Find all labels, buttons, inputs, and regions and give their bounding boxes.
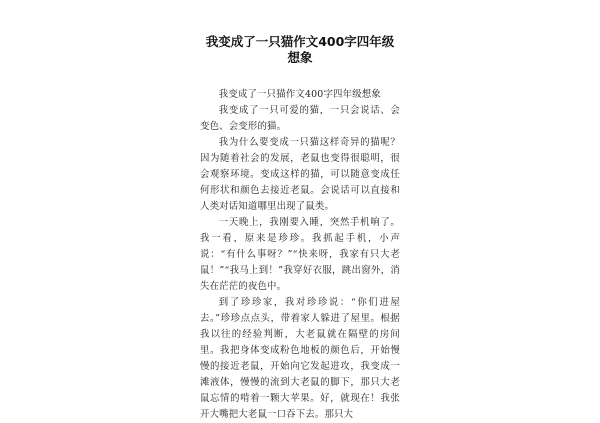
document-body (200, 87, 400, 423)
paragraph: 我变成了一只可爱的猫，一只会说话、会变色、会变形的猫。 (200, 105, 400, 132)
paragraph: 我为什么要变成一只猫这样奇异的猫呢？因为随着社会的发展，老鼠也变得很聪明，很会观察环境。变成这样的猫，可以随意变成任何形状和颜色去接近老鼠。会说话可以直接和人类对话知道哪里出现了鼠类。 (200, 137, 400, 212)
document-page (200, 34, 400, 420)
paragraph-subtitle: 我变成了一只猫作文400字四年级想象 (218, 89, 381, 100)
paragraph: 一天晚上，我刚要入睡，突然手机响了。我一看，原来是珍珍。我抓起手机，小声说：“有什么事呀？”“快来呀，我家有只大老鼠！”“我马上到！”我穿好衣服，跳出窗外，消失在茫茫的夜色中。 (200, 217, 400, 292)
document-title: 我变成了一只猫作文400字四年级想象 (205, 34, 395, 65)
paragraph: 到了珍珍家，我对珍珍说：“你们进屋去。”珍珍点点头，带着家人躲进了屋里。根据我以往的经验判断，大老鼠就在隔壁的房间里。我把身体变成粉色地板的颜色后，开始慢慢的接近老鼠，开始向它发起进攻，我变成一滩液体，慢慢的流到大老鼠的脚下，那只大老鼠忘情的啃着一颗大苹果。好，就现在！我张开大嘴把大老鼠一口吞下去。那只大 (200, 297, 400, 420)
